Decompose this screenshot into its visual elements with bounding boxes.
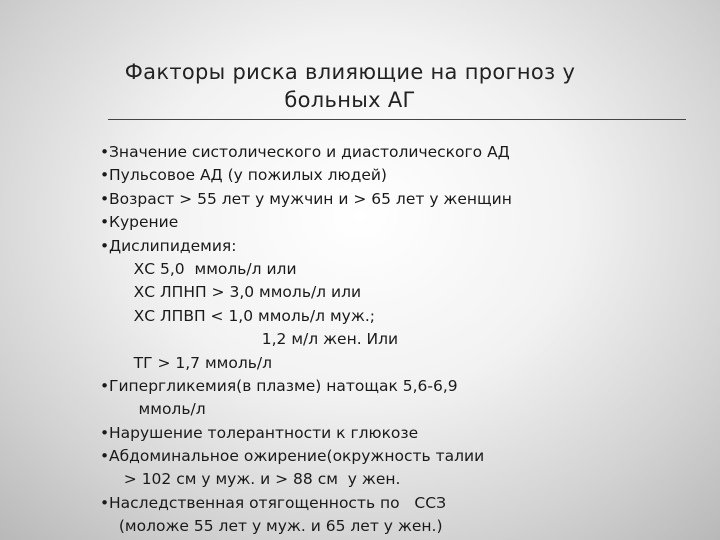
list-item-text: Нарушение толерантности к глюкозе — [109, 423, 419, 442]
bullet-mark: • — [100, 213, 110, 232]
slide-title-line-1: Факторы риска влияющие на прогноз у — [124, 60, 576, 84]
list-item-text: (моложе 55 лет у муж. и 65 лет у жен.) — [109, 517, 443, 536]
list-item — [100, 375, 700, 398]
list-item — [100, 352, 700, 375]
risk-factor-list — [100, 141, 700, 539]
list-item — [100, 305, 700, 328]
list-item — [100, 141, 700, 164]
list-item-text: Дислипидемия: — [109, 236, 237, 255]
list-item — [100, 258, 700, 281]
list-item-text: Возраст > 55 лет у мужчин и > 65 лет у женщин — [109, 189, 512, 208]
list-item — [100, 211, 700, 234]
list-item-text: Курение — [109, 213, 179, 232]
list-item-text: Абдоминальное ожирение(окружность талии — [109, 447, 485, 466]
list-item-text: ммоль/л — [109, 400, 206, 419]
list-item-text: ХС 5,0 ммоль/л или — [109, 259, 297, 278]
list-item — [100, 492, 700, 515]
slide-title — [40, 58, 660, 114]
list-item — [100, 468, 700, 491]
list-item-text: Наследственная отягощенность по ССЗ — [109, 493, 447, 512]
list-item — [100, 515, 700, 538]
list-item — [100, 422, 700, 445]
list-item-text: > 102 см у муж. и > 88 см у жен. — [109, 470, 401, 489]
list-item-text: ТГ > 1,7 ммоль/л — [109, 353, 273, 372]
list-item-text: Гипергликемия(в плазме) натощак 5,6-6,9 — [109, 376, 458, 395]
list-item-text: ХС ЛПВП < 1,0 ммоль/л муж.; — [109, 306, 375, 325]
bullet-mark: • — [100, 143, 110, 161]
bullet-mark: • — [100, 447, 110, 466]
list-item-text: Пульсовое АД (у пожилых людей) — [109, 166, 387, 185]
list-item-text: Значение систолического и диастолического АД — [109, 143, 510, 161]
bullet-mark: • — [100, 236, 110, 255]
bullet-mark: • — [100, 189, 110, 208]
list-item — [100, 445, 700, 468]
bullet-mark: • — [100, 166, 110, 185]
slide-title-line-2: больных АГ — [284, 88, 416, 112]
title-divider — [108, 119, 686, 120]
list-item — [100, 188, 700, 211]
list-item — [100, 164, 700, 187]
bullet-mark: • — [100, 376, 110, 395]
list-item — [100, 235, 700, 258]
list-item — [100, 281, 700, 304]
list-item — [100, 398, 700, 421]
list-item-text: 1,2 м/л жен. Или — [109, 330, 399, 349]
bullet-mark: • — [100, 423, 110, 442]
list-item-text: ХС ЛПНП > 3,0 ммоль/л или — [109, 283, 362, 302]
bullet-mark: • — [100, 493, 110, 512]
list-item — [100, 328, 700, 351]
